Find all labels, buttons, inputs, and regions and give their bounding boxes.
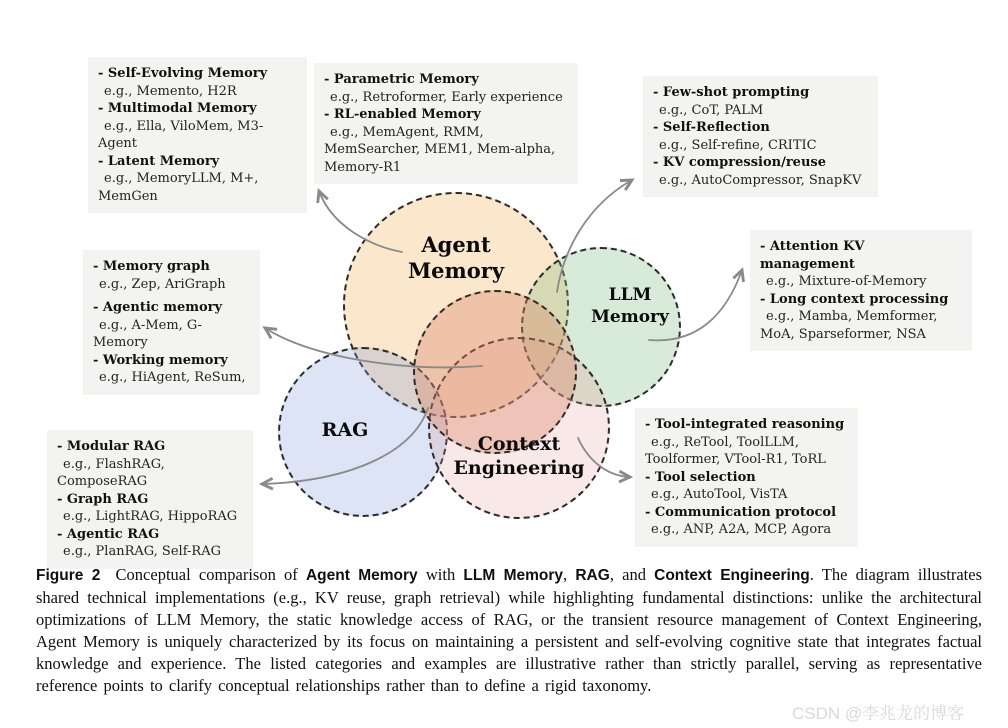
category-examples: e.g., Retroformer, Early experience: [330, 89, 563, 105]
category-examples: e.g., PlanRAG, Self-RAG: [63, 544, 221, 559]
category-box-agent-memory-types: [88, 57, 307, 213]
category-box-memory-structures: [83, 250, 260, 395]
caption-text: Conceptual comparison of: [107, 565, 306, 584]
category-examples: e.g., Mixture-of-Memory: [766, 274, 927, 289]
category-examples: e.g., Memento, H2R: [104, 83, 237, 99]
figure-number-label: Figure 2: [36, 567, 101, 584]
category-label: - Graph RAG: [57, 491, 149, 507]
circle-label-agent-memory: [376, 232, 536, 284]
circle-label-line: RAG: [321, 419, 369, 441]
category-box-tool-use: [635, 408, 858, 547]
category-examples: e.g., Zep, AriGraph: [99, 276, 226, 292]
category-label: - Few-shot prompting: [653, 85, 810, 100]
category-examples: e.g., ReTool, ToolLLM, Toolformer, VTool-R1, ToRL: [645, 434, 826, 467]
category-label: - Multimodal Memory: [98, 101, 257, 116]
category-label: - Tool selection: [645, 469, 756, 485]
circle-label-context-engineering: [428, 432, 610, 480]
category-label: - Parametric Memory: [324, 72, 479, 87]
category-label: - Latent Memory: [98, 153, 220, 169]
circle-label-line: Context: [477, 433, 561, 455]
caption-text: ,: [563, 565, 576, 584]
category-box-parametric-rl-memory: [314, 63, 578, 184]
category-examples: e.g., LightRAG, HippoRAG: [63, 509, 238, 524]
circle-label-rag: [305, 419, 385, 441]
category-label: - Agentic RAG: [57, 526, 160, 542]
circle-label-line: Agent: [421, 232, 491, 257]
venn-circle-shared-overlap: [413, 290, 577, 454]
caption-bold-term: LLM Memory: [463, 567, 564, 584]
category-label: - Tool-integrated reasoning: [645, 417, 845, 432]
category-label: - Modular RAG: [57, 439, 166, 454]
category-label: - Self-Evolving Memory: [98, 66, 268, 81]
circle-label-line: Memory: [591, 307, 669, 327]
category-box-rag-types: [47, 430, 253, 569]
circle-label-line: Memory: [407, 258, 505, 283]
category-box-prompting-kv: [643, 76, 878, 197]
figure-caption: [36, 564, 982, 697]
category-examples: e.g., MemAgent, RMM, MemSearcher, MEM1, Mem-alpha, Memory-R1: [324, 124, 556, 175]
category-examples: e.g., Self-refine, CRITIC: [659, 137, 817, 153]
category-examples: e.g., HiAgent, ReSum,: [99, 370, 246, 385]
category-examples: e.g., A-Mem, G-Memory: [93, 317, 202, 350]
category-box-llm-memory-techniques: [750, 230, 972, 351]
category-label: - Working memory: [93, 352, 228, 368]
category-examples: e.g., CoT, PALM: [659, 102, 764, 118]
category-examples: e.g., Mamba, Memformer, MoA, Sparseformer, NSA: [760, 309, 938, 342]
category-label: - Self-Reflection: [653, 120, 770, 135]
caption-bold-term: Agent Memory: [305, 567, 418, 584]
circle-label-llm-memory: [570, 284, 690, 328]
caption-text: . The diagram illustrates shared technical implementations (e.g., KV reuse, graph retrieval) while highlighting fundamental distinctions: unlike the architectural optimizations of LLM Memory, the static knowledge access of RAG, or the transient resource management of Context Engineering, Agent Memory is uniquely characterized by its focus on maintaining a persistent and self-evolving cognitive state that integrates factual knowledge and experience. The listed categories and examples are illustrative rather than strictly parallel, serving as representative reference points to clarify conceptual relationships rather than to define a rigid taxonomy.: [36, 565, 983, 695]
category-examples: e.g., ANP, A2A, MCP, Agora: [651, 522, 832, 537]
category-label: - RL-enabled Memory: [324, 107, 481, 122]
category-label: - Attention KV management: [760, 239, 865, 272]
caption-bold-term: RAG: [575, 567, 610, 584]
category-examples: e.g., Ella, ViloMem, M3-Agent: [98, 118, 264, 151]
category-examples: e.g., FlashRAG, ComposeRAG: [57, 456, 165, 489]
caption-bold-term: Context Engineering: [654, 567, 810, 584]
category-label: - KV compression/reuse: [653, 155, 826, 170]
category-label: - Communication protocol: [645, 504, 837, 520]
category-examples: e.g., MemoryLLM, M+, MemGen: [98, 171, 259, 204]
caption-text: with: [417, 565, 464, 584]
category-label: - Agentic memory: [93, 300, 223, 315]
category-label: - Long context processing: [760, 291, 949, 307]
circle-label-line: Engineering: [453, 457, 585, 479]
category-label: - Memory graph: [93, 259, 210, 274]
csdn-watermark: CSDN @李兆龙的博客: [792, 704, 965, 723]
category-examples: e.g., AutoCompressor, SnapKV: [659, 172, 862, 188]
category-examples: e.g., AutoTool, VisTA: [651, 487, 788, 502]
circle-label-line: LLM: [608, 285, 652, 305]
caption-text: , and: [609, 565, 655, 584]
